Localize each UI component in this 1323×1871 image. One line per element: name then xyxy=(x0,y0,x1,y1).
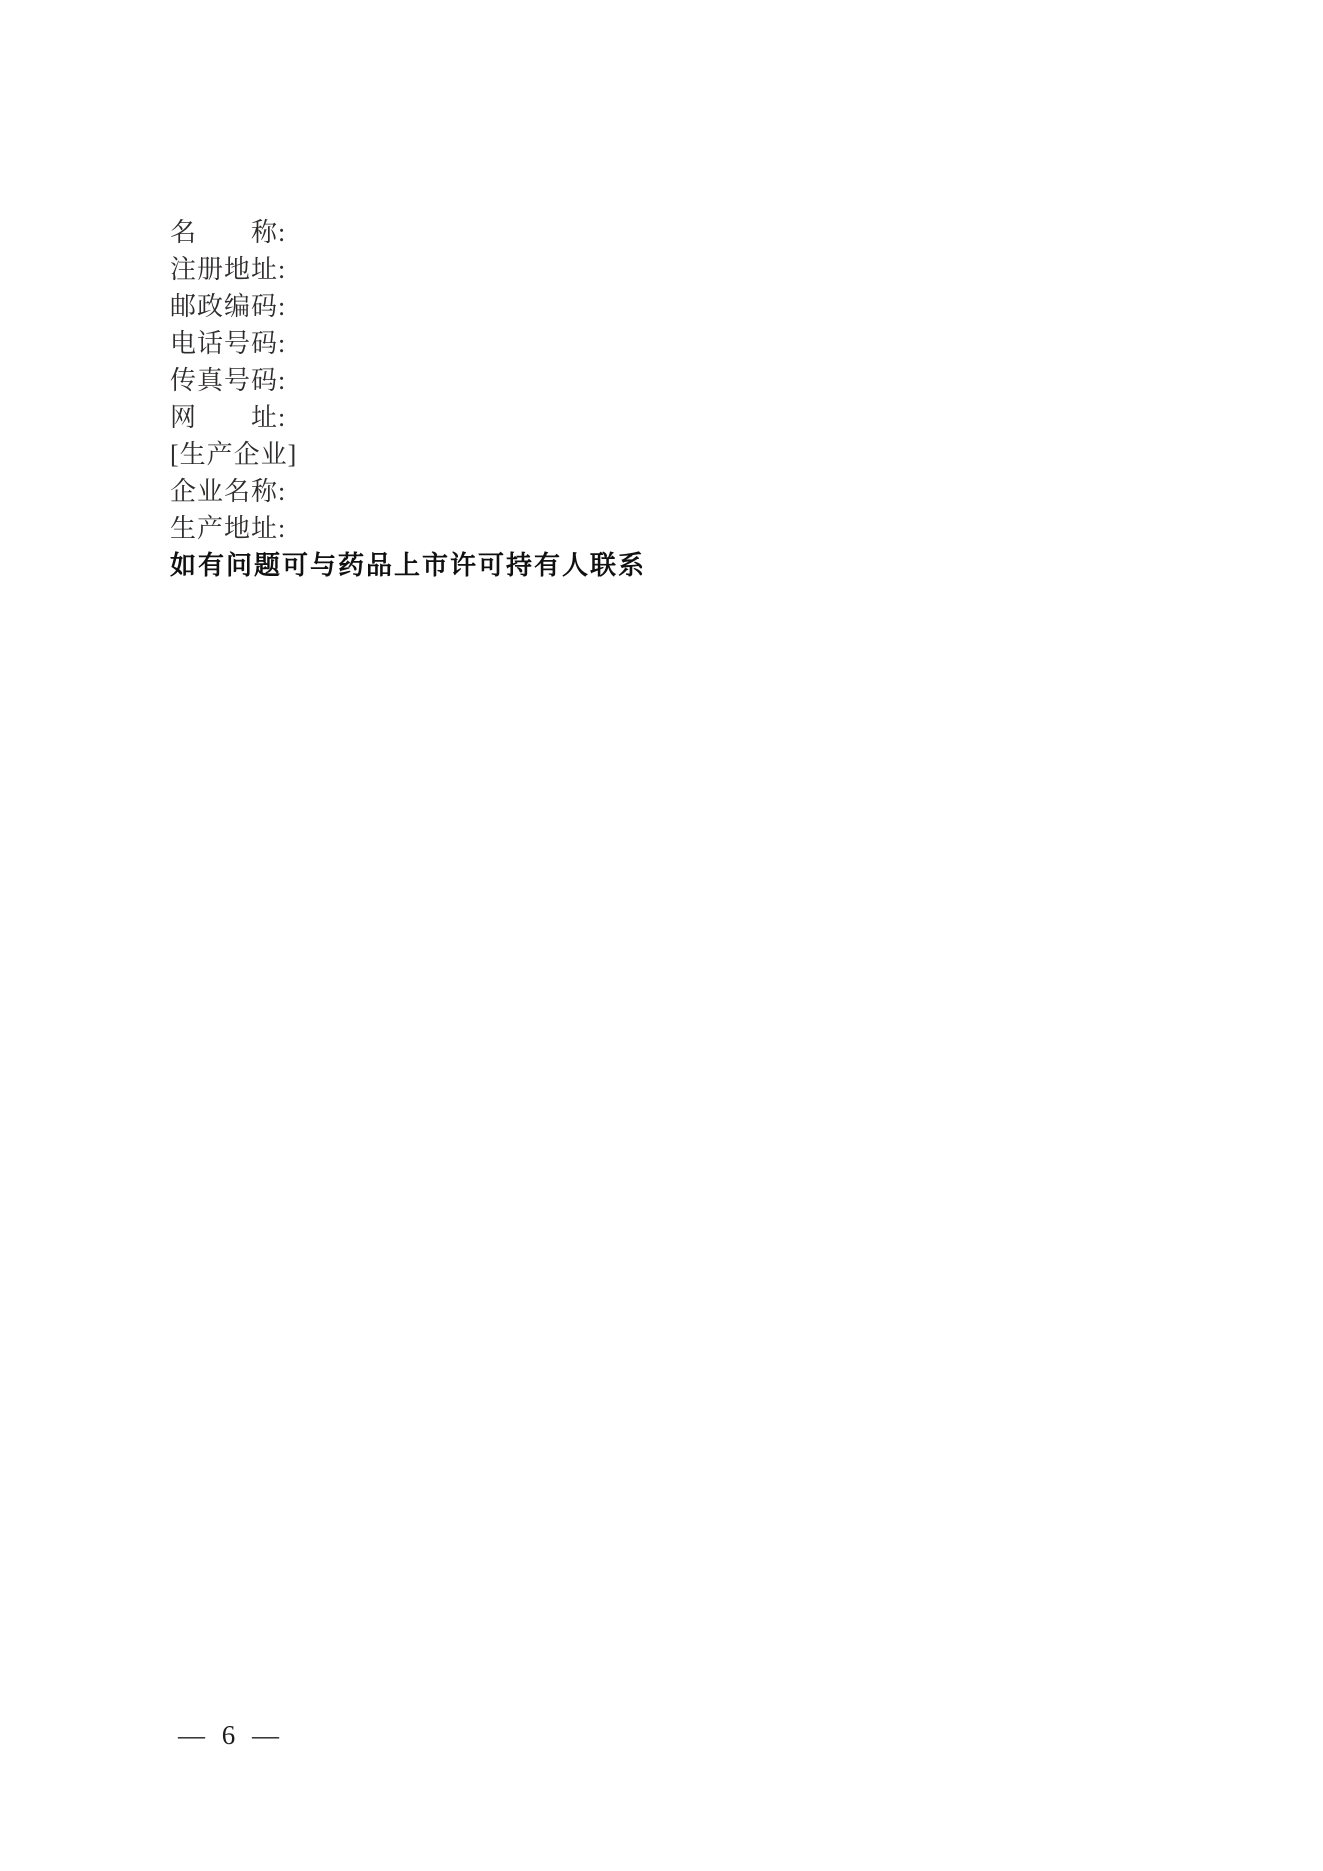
registered-address-label: 注册地址: xyxy=(170,255,287,284)
text-block xyxy=(170,214,646,584)
fax-number-label: 传真号码: xyxy=(170,366,287,395)
manufacturer-section-header: [生产企业] xyxy=(170,440,298,469)
website-label: 网 址: xyxy=(170,403,287,432)
production-address-label: 生产地址: xyxy=(170,514,287,543)
postal-code-label: 邮政编码: xyxy=(170,292,287,321)
name-label: 名 称: xyxy=(170,218,287,247)
company-name-label: 企业名称: xyxy=(170,477,287,506)
contact-note: 如有问题可与药品上市许可持有人联系 xyxy=(170,551,647,580)
page-number: — 6 — xyxy=(178,1720,279,1750)
phone-number-label: 电话号码: xyxy=(170,329,287,358)
